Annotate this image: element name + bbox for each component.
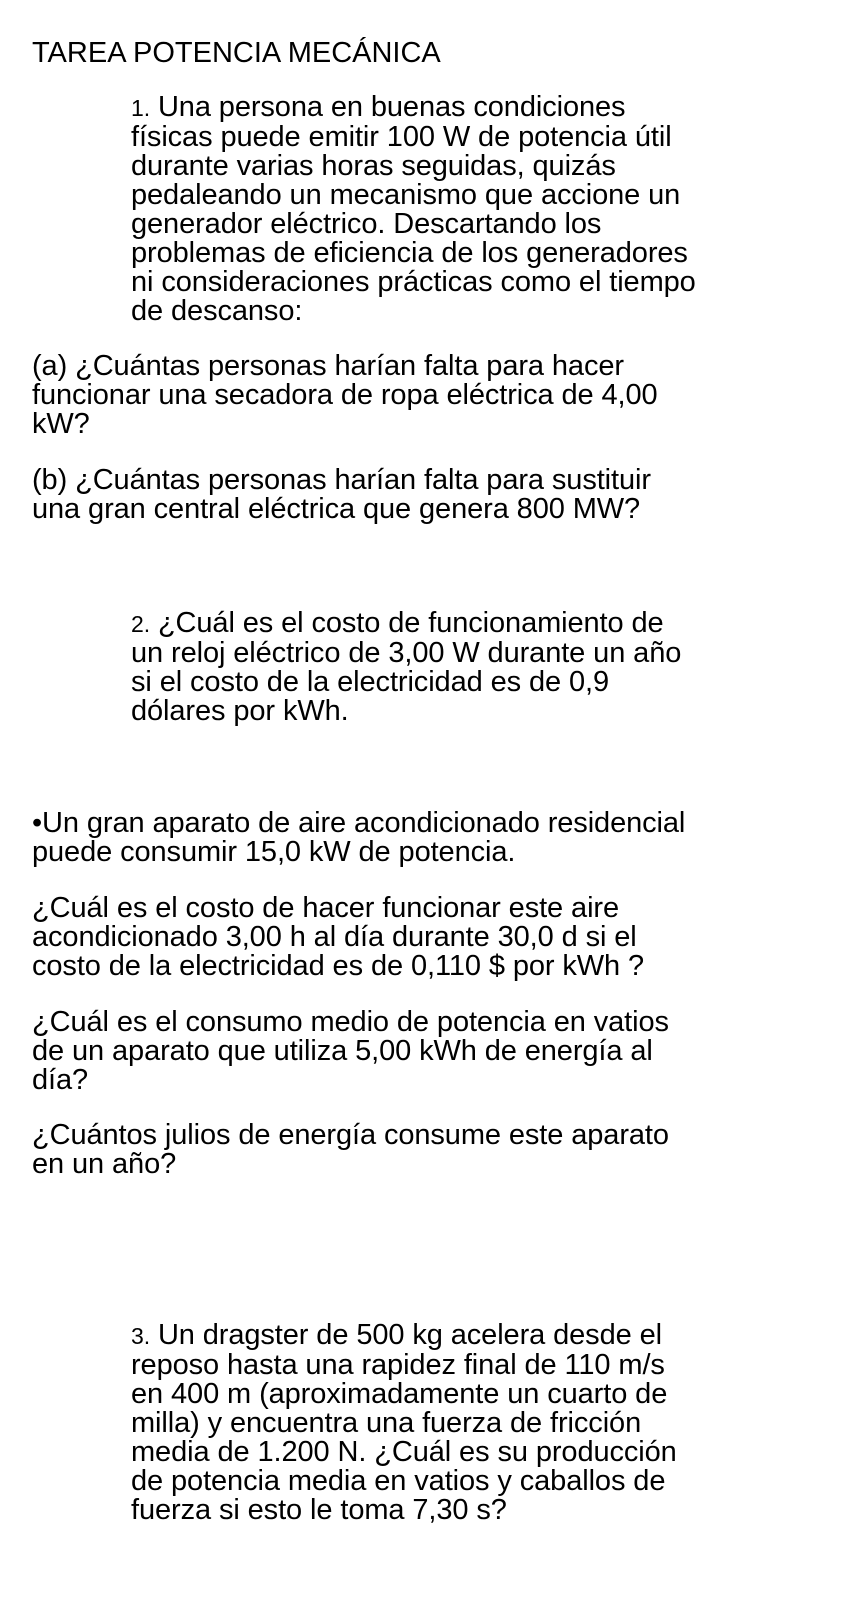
- question-line: en un año?: [32, 1148, 177, 1180]
- problem-1-line: pedaleando un mecanismo que accione un: [131, 179, 681, 211]
- problem-1-line: ni consideraciones prácticas como el tiempo: [131, 266, 696, 298]
- problem-3-line: 3. Un dragster de 500 kg acelera desde el: [131, 1319, 662, 1351]
- problem-2-line: dólares por kWh.: [131, 695, 349, 727]
- problem-3: [131, 1321, 831, 1525]
- question-a-line: (a) ¿Cuántas personas harían falta para hacer: [32, 350, 624, 382]
- question-b-line: una gran central eléctrica que genera 800 MW?: [32, 493, 641, 525]
- question-line: de un aparato que utiliza 5,00 kWh de energía al: [32, 1035, 653, 1067]
- problem-3-line: de potencia media en vatios y caballos de: [131, 1465, 666, 1497]
- bullet-air-conditioner: [32, 809, 832, 867]
- problem-1-line: durante varias horas seguidas, quizás: [131, 150, 616, 182]
- question-a-line: funcionar una secadora de ropa eléctrica de 4,00: [32, 379, 658, 411]
- problem-3-line: fuerza si esto le toma 7,30 s?: [131, 1494, 507, 1526]
- problem-1-line: generador eléctrico. Descartando los: [131, 208, 602, 240]
- document-title: TAREA POTENCIA MECÁNICA: [32, 37, 441, 69]
- question-line: día?: [32, 1064, 89, 1096]
- question-avg-power: [32, 1008, 832, 1095]
- bullet-line: •Un gran aparato de aire acondicionado residencial: [32, 807, 686, 839]
- problem-3-number: 3.: [131, 1323, 150, 1349]
- question-a-line: kW?: [32, 408, 90, 440]
- question-line: acondicionado 3,00 h al día durante 30,0 d si el: [32, 921, 637, 953]
- question-line: costo de la electricidad es de 0,110 $ por kWh ?: [32, 950, 645, 982]
- problem-1-line: físicas puede emitir 100 W de potencia útil: [131, 121, 672, 153]
- bullet-line: puede consumir 15,0 kW de potencia.: [32, 836, 516, 868]
- problem-3-line: milla) y encuentra una fuerza de fricción: [131, 1407, 642, 1439]
- question-b: [32, 466, 832, 524]
- question-line: ¿Cuál es el consumo medio de potencia en vatios: [32, 1006, 669, 1038]
- problem-2-number: 2.: [131, 611, 150, 637]
- question-a: [32, 352, 832, 439]
- problem-2-line: un reloj eléctrico de 3,00 W durante un año: [131, 637, 682, 669]
- question-joules: [32, 1121, 832, 1179]
- question-ac-cost: [32, 894, 832, 981]
- problem-3-line: en 400 m (aproximadamente un cuarto de: [131, 1378, 668, 1410]
- question-line: ¿Cuál es el costo de hacer funcionar este aire: [32, 892, 619, 924]
- problem-1-number: 1.: [131, 95, 150, 121]
- question-b-line: (b) ¿Cuántas personas harían falta para sustituir: [32, 464, 651, 496]
- question-line: ¿Cuántos julios de energía consume este aparato: [32, 1119, 669, 1151]
- problem-2-line: si el costo de la electricidad es de 0,9: [131, 666, 609, 698]
- problem-2-line: 2. ¿Cuál es el costo de funcionamiento de: [131, 607, 664, 639]
- problem-1-line: problemas de eficiencia de los generadores: [131, 237, 688, 269]
- problem-2: [131, 609, 831, 726]
- problem-1-line: 1. Una persona en buenas condiciones: [131, 91, 626, 123]
- problem-1-line: de descanso:: [131, 295, 303, 327]
- problem-1: [131, 93, 831, 326]
- problem-3-line: media de 1.200 N. ¿Cuál es su producción: [131, 1436, 677, 1468]
- problem-3-line: reposo hasta una rapidez final de 110 m/s: [131, 1349, 665, 1381]
